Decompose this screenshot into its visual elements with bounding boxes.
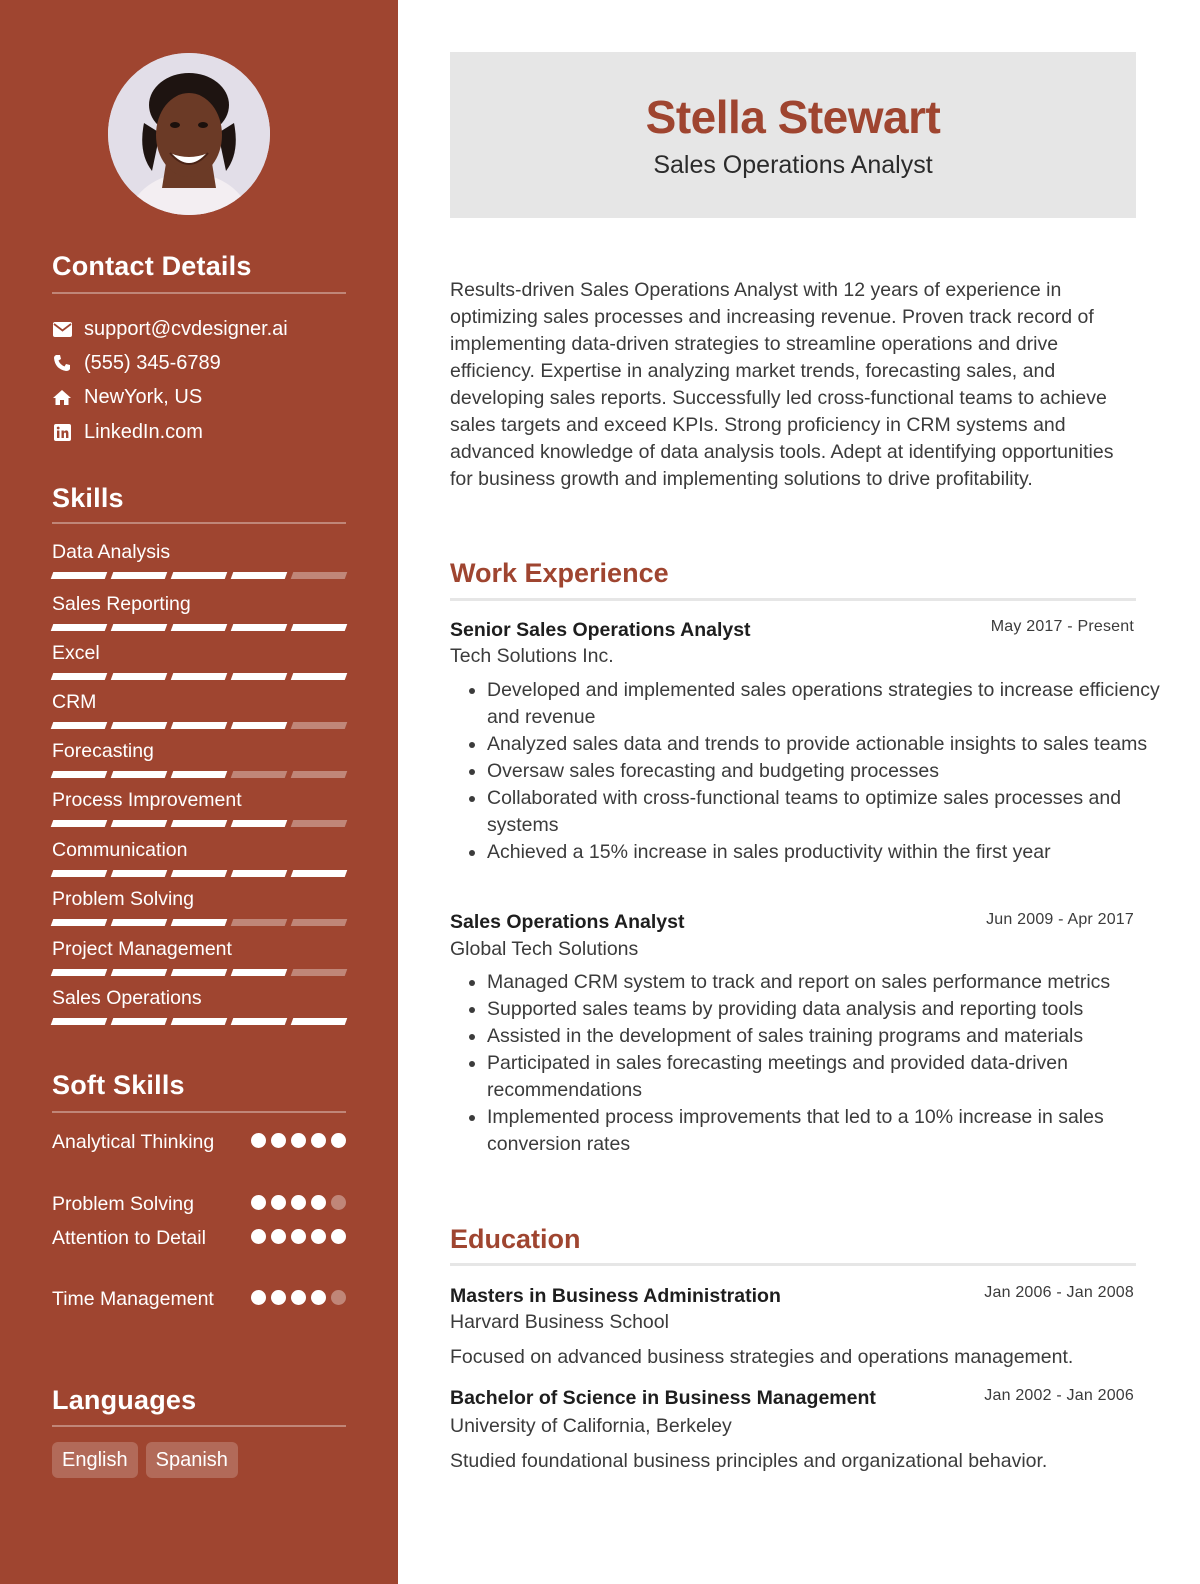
soft-skill-item (52, 1129, 346, 1155)
skill-level-segment (291, 820, 348, 827)
skill-level-segment (231, 1018, 288, 1025)
rating-dot (311, 1133, 326, 1148)
skill-item (52, 593, 346, 615)
skill-level-segment (171, 820, 228, 827)
contact-email[interactable] (52, 314, 288, 344)
skill-level-segment (231, 919, 288, 926)
contact-phone-text: (555) 345-6789 (84, 351, 221, 374)
degree-description: Studied foundational business principles and organizational behavior. (450, 1450, 1048, 1472)
skill-level-segment (111, 572, 168, 579)
rating-dot (271, 1195, 286, 1210)
degree-description: Focused on advanced business strategies and operations management. (450, 1346, 1074, 1368)
job-bullets (464, 969, 1163, 1158)
rating-dot (311, 1290, 326, 1305)
contact-location-text: NewYork, US (84, 385, 203, 408)
skill-item (52, 888, 346, 910)
skill-level-segment (171, 1018, 228, 1025)
skill-item (52, 541, 346, 563)
skills-heading: Skills (52, 483, 124, 513)
contact-details-heading: Contact Details (52, 251, 252, 281)
rating-dot (251, 1290, 266, 1305)
rating-dot (311, 1229, 326, 1244)
degree-dates: Jan 2002 - Jan 2006 (984, 1387, 1134, 1404)
phone-icon (52, 353, 72, 373)
skill-level-segment (291, 722, 348, 729)
skill-level-segment (51, 624, 108, 631)
skill-level-segment (291, 919, 348, 926)
skill-level-segment (111, 673, 168, 680)
school-name: University of California, Berkeley (450, 1415, 732, 1437)
skill-level-bar (52, 919, 346, 926)
skill-level-segment (51, 673, 108, 680)
skill-level-segment (231, 722, 288, 729)
skill-level-segment (111, 1018, 168, 1025)
skill-level-segment (291, 624, 348, 631)
skill-name: Process Improvement (52, 789, 242, 811)
email-icon (52, 319, 72, 339)
skill-level-bar (52, 771, 346, 778)
contact-linkedin[interactable] (52, 417, 203, 447)
skill-level-segment (171, 722, 228, 729)
contact-email-text: support@cvdesigner.ai (84, 317, 288, 340)
skill-level-segment (231, 969, 288, 976)
job-bullet: • Participated in sales forecasting meetings and provided data-driven recommendations (487, 1050, 1163, 1104)
skill-name: Excel (52, 642, 100, 664)
skill-level-bar (52, 820, 346, 827)
degree-title: Masters in Business Administration (450, 1285, 781, 1307)
rating-dot (251, 1195, 266, 1210)
linkedin-icon (52, 422, 72, 442)
rating-dot (331, 1133, 346, 1148)
skill-level-segment (171, 771, 228, 778)
profile-summary: Results-driven Sales Operations Analyst with 12 years of experience in optimizing sales processes and increasing revenue. Proven track record of implementing data-driven strategies to streamline operations and drive efficiency. Expertise in analyzing market trends, forecasting sales, and developing sales reports. Successfully led cross-functional teams to achieve sales targets and exceed KPIs. Strong proficiency in CRM systems and advanced knowledge of data analysis tools. Adept at identifying opportunities for business growth and implementing solutions to drive profitability. (450, 279, 1114, 490)
skill-level-segment (111, 820, 168, 827)
profile-photo (108, 53, 270, 215)
skill-level-segment (51, 919, 108, 926)
languages-list (52, 1442, 238, 1478)
skill-level-segment (51, 1018, 108, 1025)
skill-level-segment (291, 572, 348, 579)
soft-skill-name: Time Management (52, 1288, 214, 1310)
skill-level-bar (52, 673, 346, 680)
job-dates: May 2017 - Present (990, 618, 1134, 635)
job-bullet: • Implemented process improvements that led to a 10% increase in sales conversion rates (487, 1104, 1163, 1158)
skill-level-segment (111, 771, 168, 778)
soft-skill-item (52, 1191, 346, 1217)
soft-skill-rating (251, 1229, 346, 1244)
job-title: Senior Sales Operations Analyst (450, 619, 751, 641)
skill-level-segment (51, 820, 108, 827)
contact-linkedin-text: LinkedIn.com (84, 420, 203, 443)
degree-dates: Jan 2006 - Jan 2008 (984, 1284, 1134, 1301)
skill-level-segment (291, 673, 348, 680)
rating-dot (291, 1290, 306, 1305)
skill-name: CRM (52, 691, 97, 713)
skill-name: Project Management (52, 938, 232, 960)
skill-level-segment (171, 572, 228, 579)
skill-item (52, 642, 346, 664)
soft-skill-rating (251, 1195, 346, 1210)
skill-level-segment (231, 820, 288, 827)
skill-name: Sales Operations (52, 987, 202, 1009)
rating-dot (311, 1195, 326, 1210)
skill-level-segment (171, 969, 228, 976)
languages-divider (52, 1425, 346, 1427)
rating-dot (271, 1133, 286, 1148)
rating-dot (271, 1290, 286, 1305)
job-bullet: • Managed CRM system to track and report on sales performance metrics (487, 969, 1163, 996)
skill-item (52, 789, 346, 811)
skill-level-segment (231, 771, 288, 778)
skill-level-segment (111, 870, 168, 877)
skill-item (52, 987, 346, 1009)
job-bullet: • Achieved a 15% increase in sales productivity within the first year (487, 839, 1163, 866)
rating-dot (251, 1133, 266, 1148)
soft-skill-item (52, 1286, 346, 1312)
soft-skill-name: Problem Solving (52, 1193, 194, 1215)
skill-level-segment (171, 870, 228, 877)
sidebar (0, 0, 398, 1584)
skill-item (52, 740, 346, 762)
skill-level-segment (171, 673, 228, 680)
degree-title: Bachelor of Science in Business Management (450, 1387, 876, 1409)
job-bullet: • Assisted in the development of sales training programs and materials (487, 1023, 1163, 1050)
rating-dot (291, 1195, 306, 1210)
rating-dot (331, 1195, 346, 1210)
education-divider (450, 1263, 1136, 1266)
rating-dot (331, 1290, 346, 1305)
skill-level-segment (111, 919, 168, 926)
skill-level-bar (52, 572, 346, 579)
skill-level-segment (51, 969, 108, 976)
candidate-role: Sales Operations Analyst (653, 151, 933, 179)
soft-skills-heading: Soft Skills (52, 1070, 185, 1100)
soft-skill-rating (251, 1290, 346, 1305)
skill-level-bar (52, 722, 346, 729)
job-company: Global Tech Solutions (450, 938, 639, 960)
soft-skill-name: Attention to Detail (52, 1227, 206, 1249)
work-experience-heading: Work Experience (450, 558, 669, 588)
skill-level-segment (291, 870, 348, 877)
skill-level-segment (111, 722, 168, 729)
job-bullet: • Oversaw sales forecasting and budgeting processes (487, 758, 1163, 785)
skill-level-segment (231, 624, 288, 631)
skill-level-bar (52, 870, 346, 877)
name-header (450, 52, 1136, 218)
skill-level-segment (231, 870, 288, 877)
work-experience-divider (450, 598, 1136, 601)
skill-name: Forecasting (52, 740, 154, 762)
skill-level-bar (52, 624, 346, 631)
skill-level-segment (291, 969, 348, 976)
home-icon (52, 387, 72, 407)
skill-level-segment (291, 1018, 348, 1025)
job-title: Sales Operations Analyst (450, 911, 685, 933)
soft-skill-item (52, 1225, 346, 1251)
job-bullets (464, 677, 1163, 866)
skill-level-segment (171, 624, 228, 631)
skill-name: Communication (52, 839, 188, 861)
skill-item (52, 938, 346, 960)
school-name: Harvard Business School (450, 1311, 669, 1333)
skill-level-bar (52, 1018, 346, 1025)
skill-level-segment (51, 771, 108, 778)
contact-divider (52, 292, 346, 294)
skill-name: Sales Reporting (52, 593, 191, 615)
rating-dot (251, 1229, 266, 1244)
skill-level-segment (171, 919, 228, 926)
rating-dot (271, 1229, 286, 1244)
skill-level-bar (52, 969, 346, 976)
languages-heading: Languages (52, 1385, 197, 1415)
soft-skill-rating (251, 1133, 346, 1148)
job-bullet: • Supported sales teams by providing data analysis and reporting tools (487, 996, 1163, 1023)
skill-name: Problem Solving (52, 888, 194, 910)
rating-dot (291, 1133, 306, 1148)
contact-phone[interactable] (52, 348, 221, 378)
skill-level-segment (111, 624, 168, 631)
skill-item (52, 691, 346, 713)
skill-level-segment (231, 673, 288, 680)
education-heading: Education (450, 1224, 581, 1254)
language-tag: English (52, 1442, 138, 1478)
skill-level-segment (231, 572, 288, 579)
skill-level-segment (51, 572, 108, 579)
soft-skills-divider (52, 1111, 346, 1113)
rating-dot (291, 1229, 306, 1244)
job-bullet: • Collaborated with cross-functional teams to optimize sales processes and systems (487, 785, 1163, 839)
job-dates: Jun 2009 - Apr 2017 (986, 911, 1134, 928)
contact-location (52, 382, 202, 412)
rating-dot (331, 1229, 346, 1244)
skill-item (52, 839, 346, 861)
skill-level-segment (51, 722, 108, 729)
language-tag: Spanish (146, 1442, 238, 1478)
skills-divider (52, 522, 346, 524)
skill-level-segment (291, 771, 348, 778)
candidate-name: Stella Stewart (645, 91, 941, 143)
skill-name: Data Analysis (52, 541, 171, 563)
job-company: Tech Solutions Inc. (450, 645, 614, 667)
soft-skill-name: Analytical Thinking (52, 1131, 215, 1153)
skill-level-segment (111, 969, 168, 976)
job-bullet: • Developed and implemented sales operations strategies to increase efficiency and revenue (487, 677, 1163, 731)
job-bullet: • Analyzed sales data and trends to provide actionable insights to sales teams (487, 731, 1163, 758)
skill-level-segment (51, 870, 108, 877)
